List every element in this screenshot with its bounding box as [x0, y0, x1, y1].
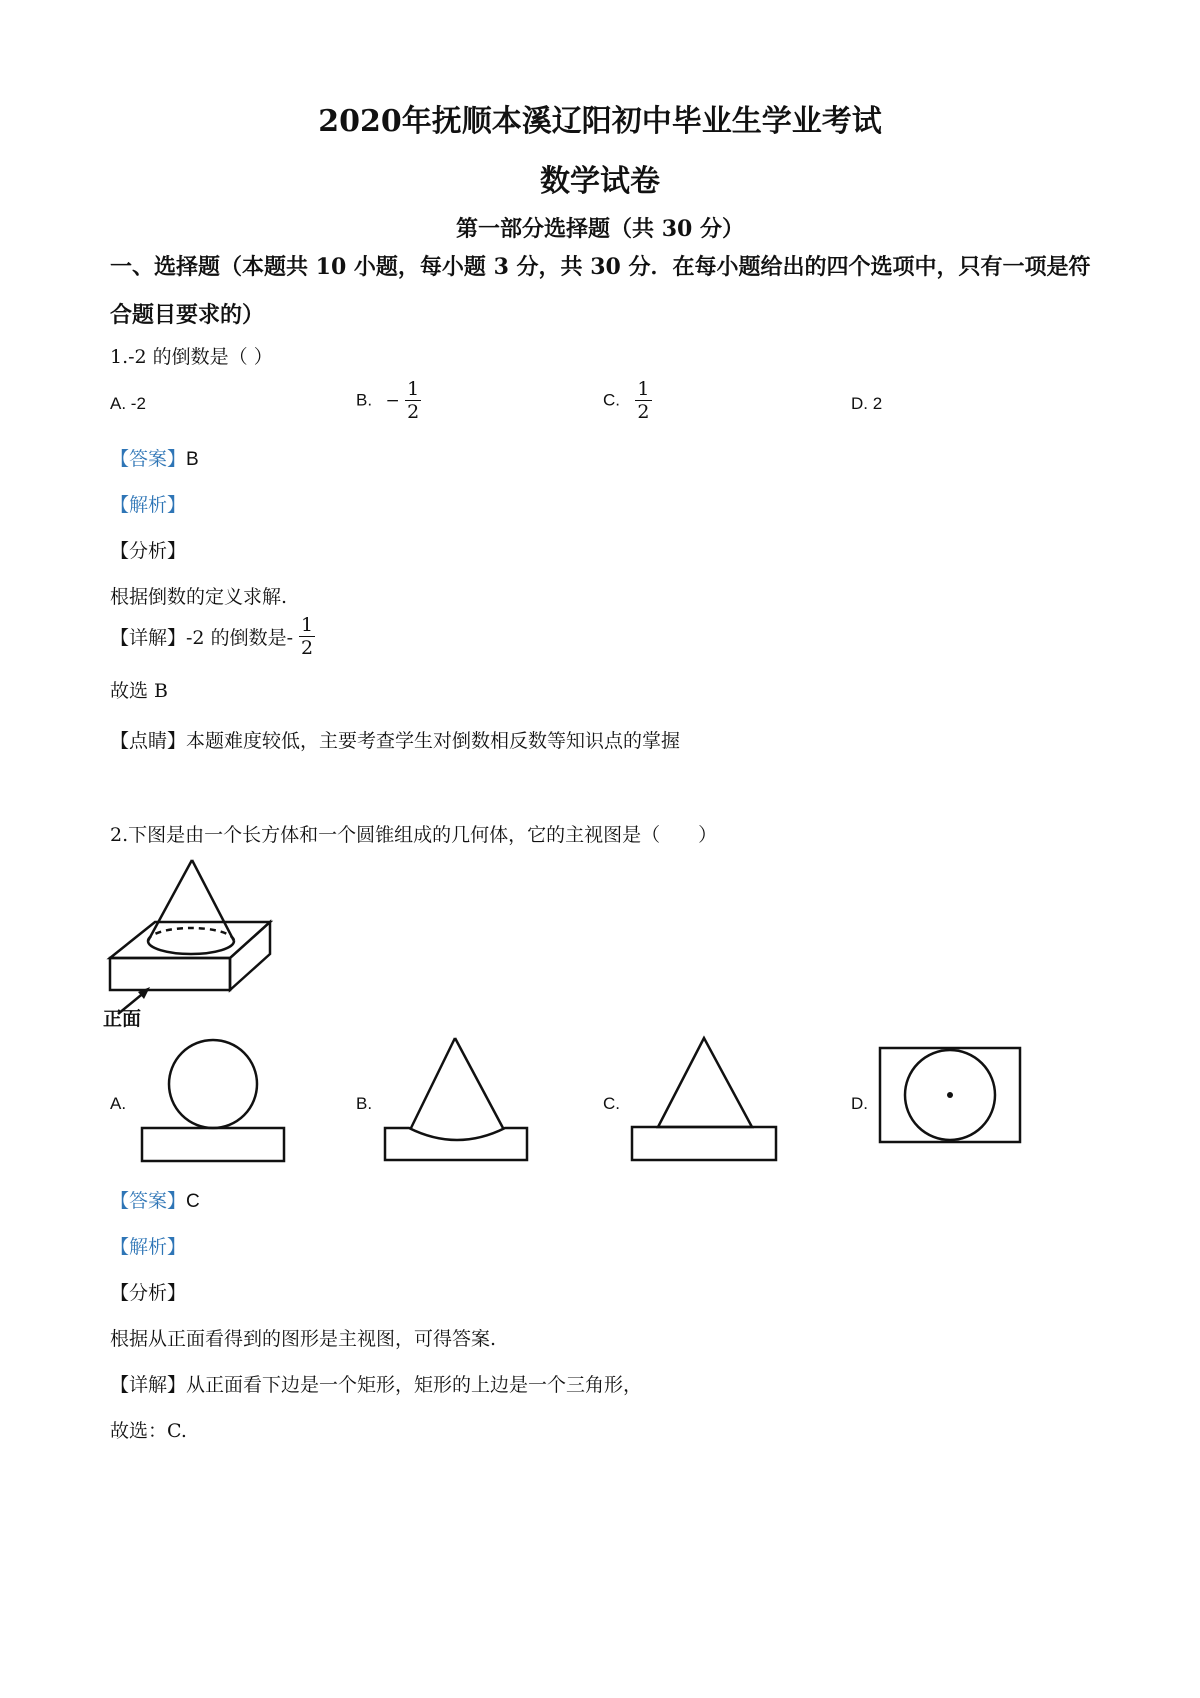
q2-option-c-figure [630, 1036, 780, 1168]
q1-detail-numerator: 1 [301, 614, 314, 636]
q2-option-b-figure [383, 1036, 533, 1168]
q1-answer [110, 444, 199, 471]
option-a-circle [169, 1040, 257, 1128]
q1-fenxi-text: 根据倒数的定义求解. [110, 586, 288, 608]
q1-option-b-denominator: 2 [407, 401, 420, 423]
q1-option-b-numerator: 1 [407, 378, 420, 400]
q2-answer [110, 1186, 200, 1213]
q1-comment-text: 本题难度较低，主要考查学生对倒数相反数等知识点的掌握 [186, 731, 681, 752]
q2-detail [110, 1370, 642, 1397]
q2-option-d-figure [878, 1046, 1024, 1146]
cone-base-front-arc [148, 941, 234, 954]
option-c-triangle [658, 1038, 752, 1127]
front-label: 正面 [103, 1008, 142, 1030]
section-heading: 一、选择题（本题共 10 小题，每小题 3 分，共 30 分．在每小题给出的四个选项中，只有一项是符合题目要求的） [110, 254, 1091, 328]
q1-option-b-sign: − [385, 390, 400, 411]
q2-fenxi-label: 【分析】 [110, 1282, 187, 1304]
option-d-center-dot [947, 1092, 953, 1098]
q1-option-b-fraction [405, 378, 421, 423]
q1-option-b-prefix: B. [356, 390, 373, 410]
q2-fenxi-text: 根据从正面看得到的图形是主视图，可得答案. [110, 1328, 497, 1350]
q1-detail-text: -2 的倒数是- [186, 627, 293, 649]
q2-answer-value: C [186, 1191, 200, 1212]
q1-detail-fraction [299, 614, 315, 659]
option-c-rectangle [632, 1127, 776, 1160]
cone-base-back-arc [148, 928, 234, 941]
q2-question: 2.下图是由一个长方体和一个圆锥组成的几何体，它的主视图是（ ） [110, 824, 718, 846]
q2-conclusion: 故选：C. [110, 1420, 187, 1442]
option-b-cone-left [411, 1038, 455, 1128]
q2-option-a-figure [140, 1038, 290, 1168]
box-side-face [230, 922, 270, 990]
q1-option-b [356, 378, 421, 423]
q1-detail [110, 614, 315, 659]
q1-option-a: A. -2 [110, 394, 146, 413]
q2-solid-figure [100, 858, 300, 1028]
exam-subtitle: 数学试卷 [540, 164, 660, 199]
q1-detail-denominator: 2 [301, 637, 314, 659]
q2-option-d-label: D. [851, 1094, 868, 1113]
q1-option-c [603, 378, 652, 423]
q2-detail-text: 从正面看下边是一个矩形，矩形的上边是一个三角形， [186, 1374, 643, 1396]
exam-title: 2020年抚顺本溪辽阳初中毕业生学业考试 [318, 104, 882, 139]
answer-label: 【答案】 [110, 448, 187, 470]
q1-fenxi-label: 【分析】 [110, 540, 187, 562]
q2-option-b-label: B. [356, 1094, 373, 1113]
q1-option-c-prefix: C. [603, 390, 620, 410]
q1-question: 1.-2 的倒数是（ ） [110, 346, 273, 368]
q2-analysis-label: 【解析】 [110, 1236, 187, 1258]
q1-answer-value: B [186, 449, 199, 470]
detail-label: 【详解】 [110, 1374, 187, 1396]
q1-option-d: D. 2 [851, 394, 883, 413]
q1-analysis-label: 【解析】 [110, 494, 187, 516]
q1-option-c-numerator: 1 [637, 378, 650, 400]
option-b-base [385, 1128, 527, 1160]
comment-label: 【点睛】 [110, 731, 187, 752]
q1-comment [110, 726, 680, 753]
q2-option-c-label: C. [603, 1094, 620, 1113]
q1-option-c-denominator: 2 [637, 401, 650, 423]
part-heading: 第一部分选择题（共 30 分） [456, 216, 744, 242]
q1-conclusion: 故选 B [110, 680, 169, 702]
q2-option-a-label: A. [110, 1094, 127, 1113]
detail-label: 【详解】 [110, 627, 187, 649]
option-b-cone-right [455, 1038, 503, 1128]
q1-option-c-fraction [635, 378, 651, 423]
answer-label: 【答案】 [110, 1190, 187, 1212]
option-a-rectangle [142, 1128, 284, 1161]
box-front-face [110, 958, 230, 990]
